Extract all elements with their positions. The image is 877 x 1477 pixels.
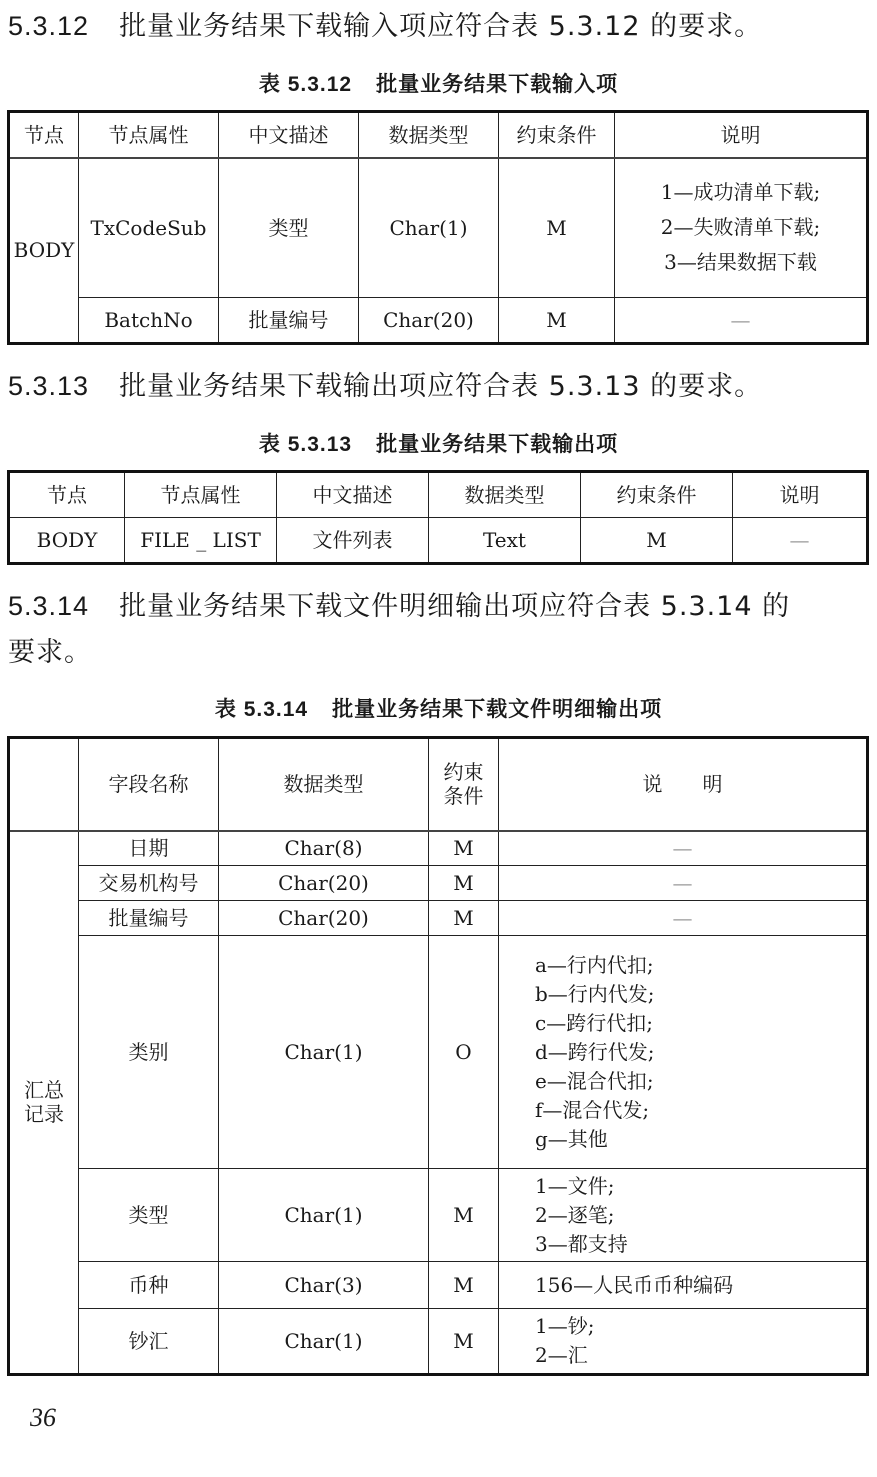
node-cell: BODY [9, 158, 79, 344]
table-5-3-13 [7, 470, 869, 565]
table-row [9, 936, 868, 1169]
notes-cell: 156—人民币币种编码 [499, 1262, 868, 1309]
field-cell: 批量编号 [79, 901, 219, 936]
caption-number: 表 5.3.13 [258, 433, 353, 456]
field-cell: 类别 [79, 936, 219, 1169]
table-row [9, 1309, 868, 1375]
notes-cell: — [499, 901, 868, 936]
table-5-3-14 [7, 736, 869, 1376]
attr-cell: BatchNo [79, 298, 219, 344]
table-row [9, 866, 868, 901]
desc-cell: 批量编号 [219, 298, 359, 344]
caption-text: 批量业务结果下载输出项 [376, 432, 619, 456]
constraint-cell: M [429, 866, 499, 901]
table-row [9, 518, 868, 564]
constraint-cell: M [429, 901, 499, 936]
table-row [9, 1169, 868, 1262]
constraint-cell: M [499, 298, 615, 344]
type-cell: Char(1) [219, 1309, 429, 1375]
table-row [9, 158, 868, 298]
header-cell: 节点 [9, 472, 125, 518]
constraint-cell: M [429, 1169, 499, 1262]
type-cell: Char(3) [219, 1262, 429, 1309]
header-cell-constraint: 约束 条件 [429, 738, 499, 831]
type-cell: Char(1) [219, 1169, 429, 1262]
constraint-cell: M [499, 158, 615, 298]
header-cell: 中文描述 [219, 112, 359, 158]
notes-cell: — [499, 831, 868, 866]
table-row [9, 831, 868, 866]
table-caption-5-3-12 [0, 68, 877, 98]
constraint-cell: O [429, 936, 499, 1169]
constraint-cell: M [429, 1309, 499, 1375]
field-cell: 钞汇 [79, 1309, 219, 1375]
desc-cell: 类型 [219, 158, 359, 298]
field-cell: 类型 [79, 1169, 219, 1262]
header-cell: 说明 [733, 472, 868, 518]
section-heading-5-3-13 [8, 364, 762, 403]
table-header-row [9, 738, 868, 831]
section-number: 5.3.13 [8, 371, 90, 401]
header-cell: 节点 [9, 112, 79, 158]
table-header-row [9, 112, 868, 158]
table-header-row [9, 472, 868, 518]
type-cell: Text [429, 518, 581, 564]
notes-cell: 1—钞; 2—汇 [499, 1309, 868, 1375]
section-text-continued: 要求。 [8, 637, 92, 668]
page-number: 36 [30, 1403, 56, 1432]
header-cell: 说明 [615, 112, 868, 158]
type-cell: Char(20) [219, 866, 429, 901]
section-heading-5-3-14 [8, 584, 790, 623]
header-cell: 中文描述 [277, 472, 429, 518]
notes-cell: a—行内代扣; b—行内代发; c—跨行代扣; d—跨行代发; e—混合代扣; f—混合代发; g—其他 [499, 936, 868, 1169]
header-cell: 数据类型 [359, 112, 499, 158]
section-number: 5.3.12 [8, 11, 90, 41]
header-cell: 数据类型 [219, 738, 429, 831]
constraint-cell: M [429, 831, 499, 866]
type-cell: Char(20) [359, 298, 499, 344]
notes-cell: 1—成功清单下载; 2—失败清单下载; 3—结果数据下载 [615, 158, 868, 298]
node-cell: BODY [9, 518, 125, 564]
field-cell: 交易机构号 [79, 866, 219, 901]
group-label-cell: 汇总 记录 [9, 831, 79, 1375]
table-row [9, 901, 868, 936]
section-text: 批量业务结果下载输入项应符合表 5.3.12 的要求。 [119, 11, 763, 42]
desc-cell: 文件列表 [277, 518, 429, 564]
header-cell: 数据类型 [429, 472, 581, 518]
table-caption-5-3-13 [0, 428, 877, 458]
section-heading-5-3-12 [8, 4, 762, 43]
section-text: 批量业务结果下载文件明细输出项应符合表 5.3.14 的 [119, 591, 791, 622]
field-cell: 币种 [79, 1262, 219, 1309]
type-cell: Char(20) [219, 901, 429, 936]
type-cell: Char(8) [219, 831, 429, 866]
header-cell: 节点属性 [125, 472, 277, 518]
caption-number: 表 5.3.14 [214, 698, 309, 721]
caption-text: 批量业务结果下载文件明细输出项 [332, 697, 663, 721]
constraint-cell: M [581, 518, 733, 564]
table-5-3-12 [7, 110, 869, 345]
field-cell: 日期 [79, 831, 219, 866]
header-cell-empty [9, 738, 79, 831]
attr-cell: FILE _ LIST [125, 518, 277, 564]
section-number: 5.3.14 [8, 591, 90, 621]
header-cell: 约束条件 [581, 472, 733, 518]
type-cell: Char(1) [359, 158, 499, 298]
notes-cell: 1—文件; 2—逐笔; 3—都支持 [499, 1169, 868, 1262]
table-row [9, 1262, 868, 1309]
header-cell: 约束条件 [499, 112, 615, 158]
header-cell: 节点属性 [79, 112, 219, 158]
notes-cell: — [499, 866, 868, 901]
header-cell: 字段名称 [79, 738, 219, 831]
table-row [9, 298, 868, 344]
type-cell: Char(1) [219, 936, 429, 1169]
notes-cell: — [615, 298, 868, 344]
section-text: 批量业务结果下载输出项应符合表 5.3.13 的要求。 [119, 371, 763, 402]
caption-text: 批量业务结果下载输入项 [376, 72, 619, 96]
attr-cell: TxCodeSub [79, 158, 219, 298]
table-caption-5-3-14 [0, 693, 877, 723]
header-cell: 说 明 [499, 738, 868, 831]
constraint-cell: M [429, 1262, 499, 1309]
caption-number: 表 5.3.12 [258, 73, 353, 96]
notes-cell: — [733, 518, 868, 564]
